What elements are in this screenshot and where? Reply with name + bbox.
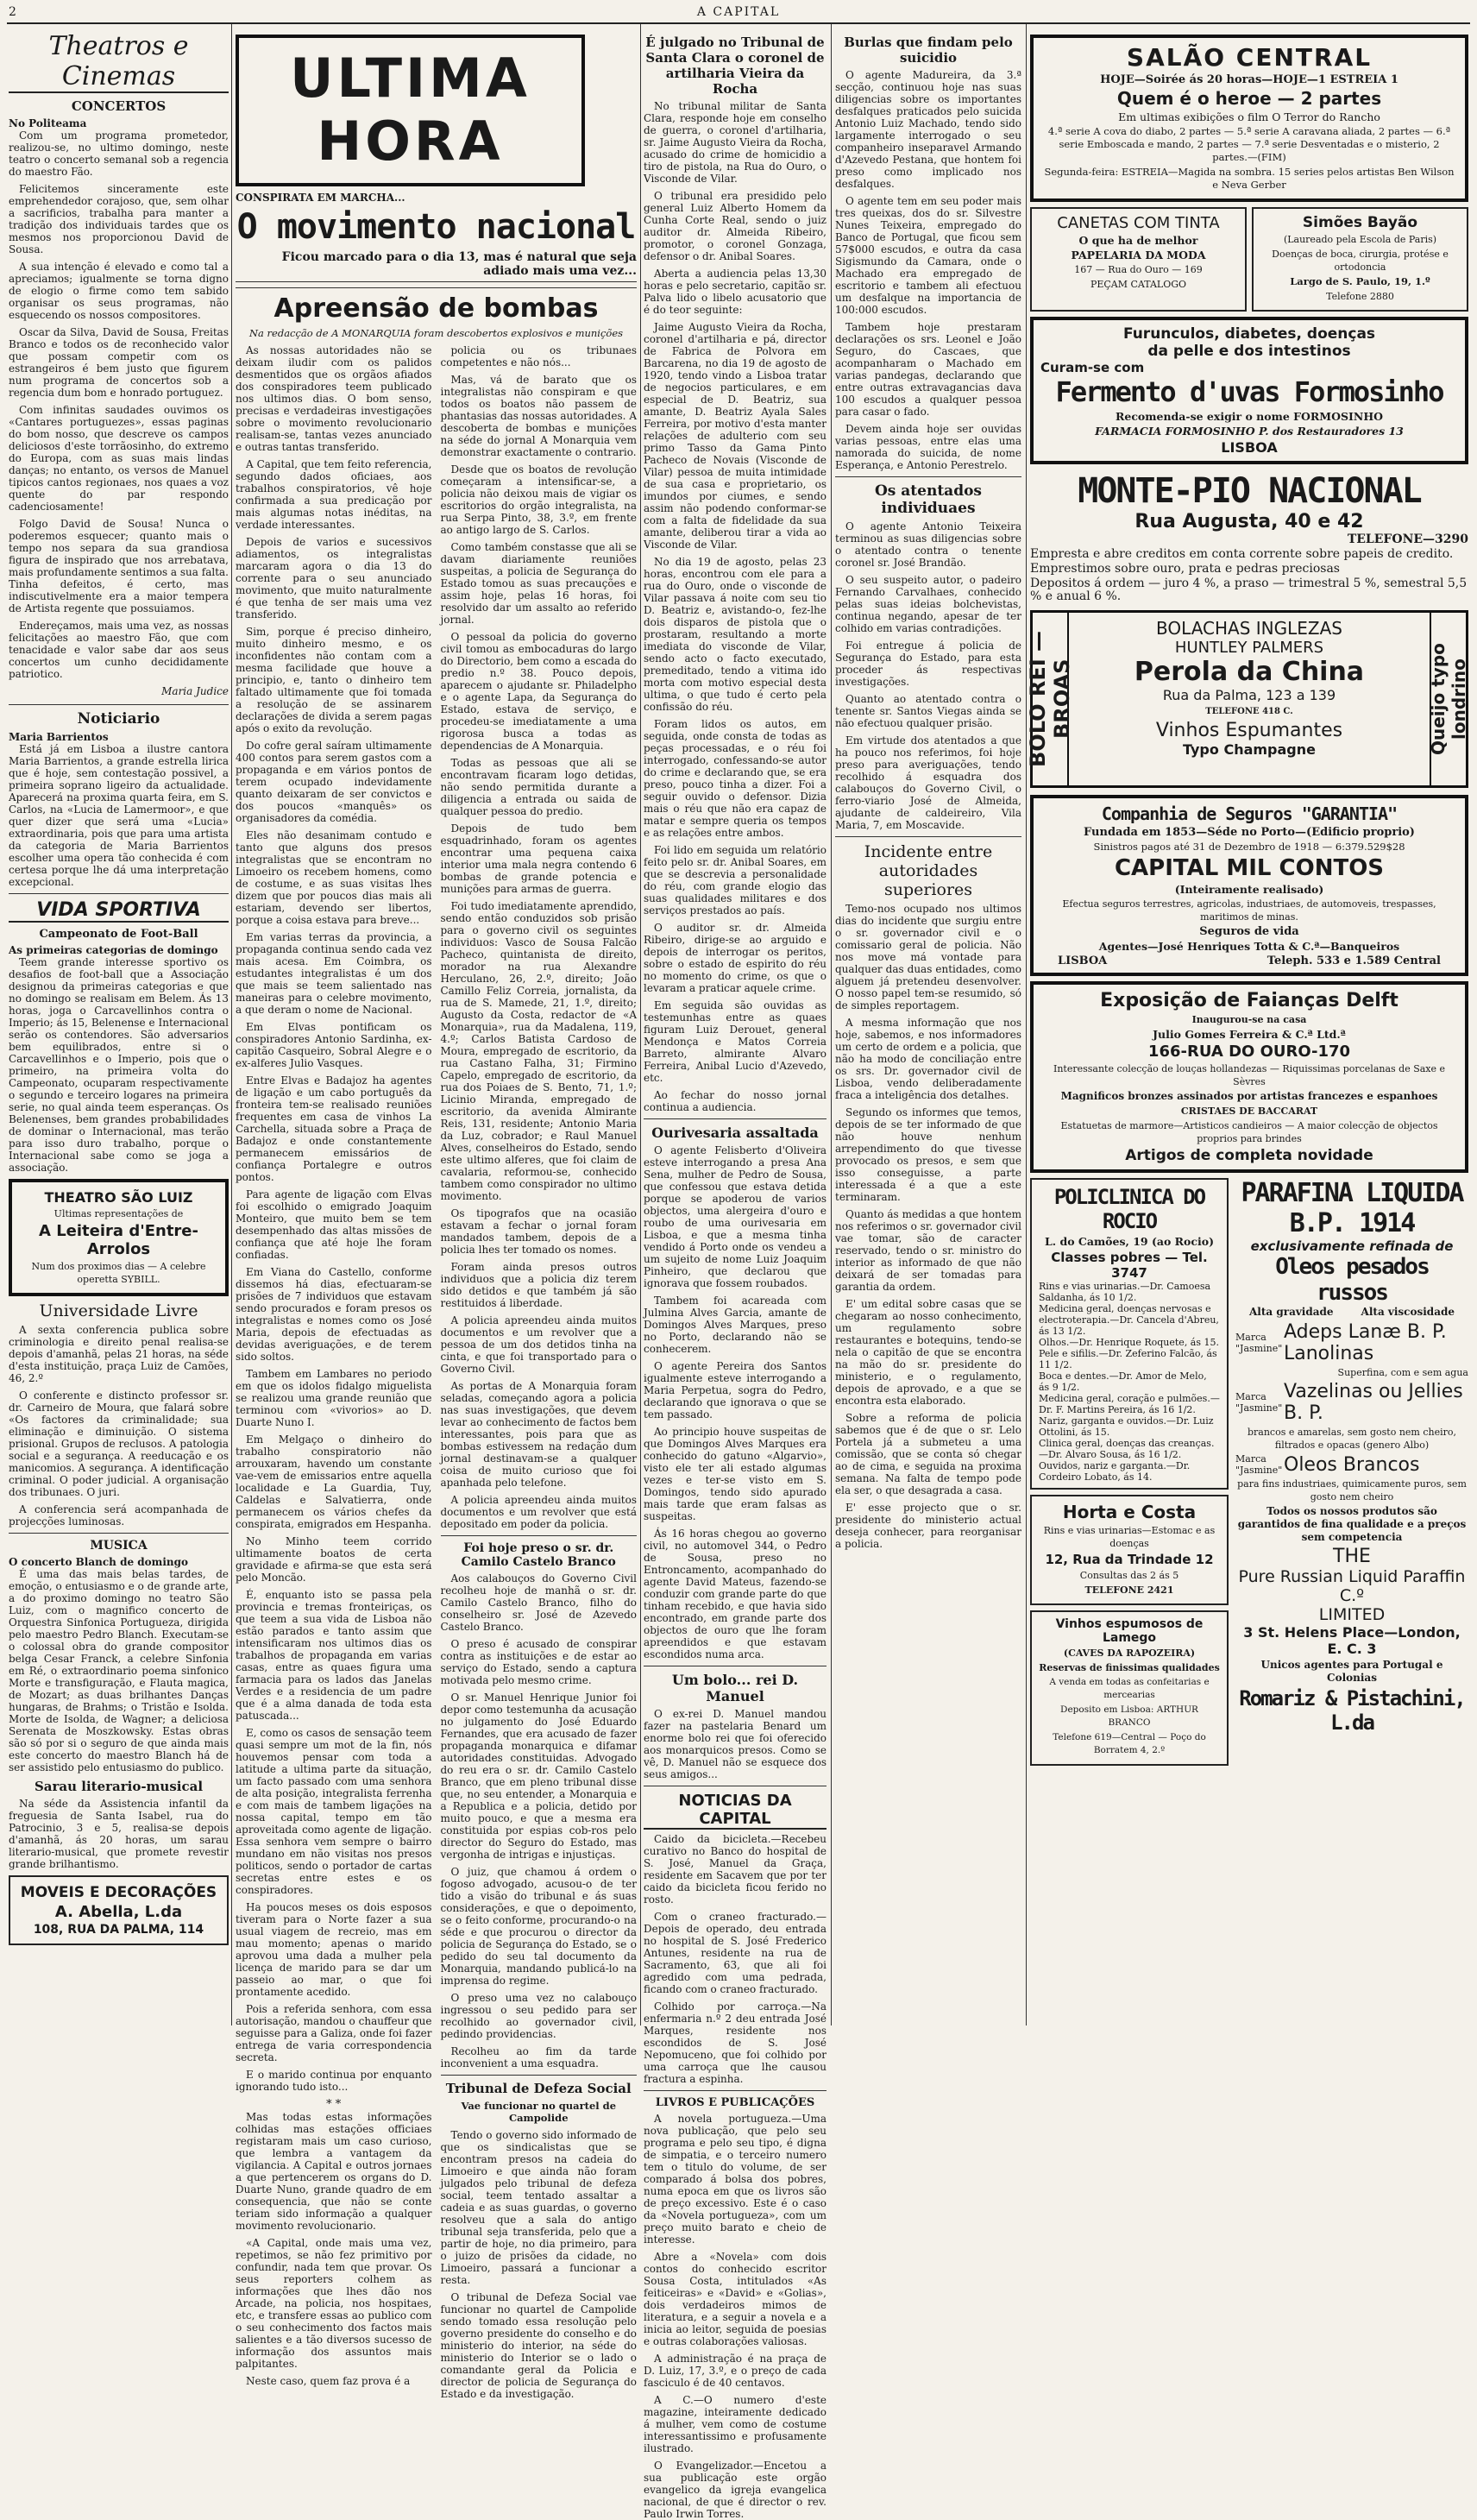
paragraph: Abre a «Novela» com dois contos do conhecido escritor Sousa Costa, intitulados «As feiticeiras» e «David» e «Golias», dois verdadeiros mimos de literatura, e a seguir a novela e a inicia ao leitor, seguida de poesias e outras colaborações valiosas. [644, 2251, 826, 2347]
horta-address: 12, Rua da Trindade 12 [1045, 1552, 1214, 1567]
paragraph: Sobre a reforma de policia sabemos que é de que o sr. Lelo Portela já a submeteu a uma comissão, que se conta só chegar ao de cima, e seguida na proxima semana. Na falta de tempo pode ela ser, o que desagrada a casa. [835, 1412, 1021, 1496]
paragraph: Aberta a audiencia pelas 13,30 horas e pelo secretario, capitão sr. Palva lido o libelo acusatorio que é do teor seguinte: [644, 268, 826, 316]
paragraph: Mas todas estas informações colhidas mas estações officiaes registaram mais um caso curioso, que lembra a vantagem da vigilancia. A Capital e outros jornaes a que pertencerem os organs do D. Duarte Nuno, grande quadro de em consequencia, que não se conte teriam sido informação a qualquer movimento revolucionario. [236, 2111, 432, 2232]
bolachas-line1: BOLACHAS INGLEZAS [1156, 618, 1342, 639]
perola-main [1069, 613, 1430, 785]
fermento-line4: Recomenda-se exigir o nome FORMOSINHO [1115, 410, 1384, 423]
paragraph: O tribunal de Defeza Social vae funcionar no quartel de Campolide sendo tomado essa resolução pelo governo presidente do conselho e do ministerio do interior, na séde do ministerio do Interior se o lado o comandante geral da Policia e director de policia de Segurança do Estado e da investigação. [440, 2291, 637, 2400]
paragraph: A mesma informação que nos hoje, sabemos, e nos informadores um certo de ordem e a policia, que não ha modo de conciliação entre os srs. Dr. governador civil de Lisboa, vendo deliberadamente fraca a inteligência dos detalhes. [835, 1017, 1021, 1101]
sarau-heading: Sarau literario-musical [34, 1779, 204, 1794]
horta-line2: Consultas das 2 ás 5 [1079, 1570, 1179, 1581]
paragraph: O agente Antonio Teixeira terminou as suas diligencias sobre o atentado contra o tenente coronel sr. José Brandão. [835, 520, 1021, 569]
top-rule [7, 22, 1470, 24]
parafina-adeps: Adeps Lanæ B. P. Lanolinas [1284, 1321, 1447, 1364]
simoes-line1: (Laureado pela Escola de Paris) [1283, 234, 1437, 245]
garantia-line2: Sinistros pagos até 31 de Dezembro de 1918 — 6:379.529$28 [1093, 841, 1405, 853]
simoes-title: Simões Bayão [1302, 214, 1418, 231]
paragraph: Depois de varios e sucessivos adiamentos, os integralistas marcaram agora o dia 13 do corrente para o seu anunciado movimento, que muito naturalmente é que tenha de ser mais uma vez transferido. [236, 536, 432, 621]
paragraph: Em Elvas pontificam os conspiradores Antonio Sardinha, ex-capitão Casqueiro, Sobral Alegre e o ex-alferes Julio Vasques. [236, 1021, 432, 1069]
moveis-title: MOVEIS E DECORAÇÕES [20, 1884, 217, 1901]
paragraph: Devem ainda hoje ser ouvidas varias pessoas, entre elas uma namorada do suicida, de nome Esperança, e Antonio Perestrelo. [835, 423, 1021, 471]
paragraph: Pois a referida senhora, com essa autorisação, mandou o chauffeur que seguisse para a Galiza, onde foi fazer entrega de varia correspondencia secreta. [236, 2003, 432, 2063]
lamego-line3: A venda em todas as confeitarias e mercearias [1049, 1677, 1210, 1700]
paragraph: O seu suspeito autor, o padeiro Fernando Carvalhaes, conhecido pelas suas ideias bolchevistas, continua negando, apesar de ter colhido em varias contradições. [835, 574, 1021, 634]
parafina-row [1235, 1381, 1468, 1424]
paragraph: Neste caso, quem faz prova é a [246, 2375, 411, 2387]
small-ads-row [1030, 207, 1468, 312]
paragraph: A conferencia será acompanhada de projecções luminosas. [9, 1503, 229, 1528]
paragraph: O agente Felisberto d'Oliveira esteve interrogando a presa Ana Sena, mulher de Pedro de Sousa, que confessou que estava detida porque se apoderou de varios objectos, uma alergeira d'ouro e roubo de uma ourivesaria em Lisboa, e que a mesma tinha vendido á Porto onde os vendeu a um sujeito de nome Luiz Joaquim Pinheiro, que declarou que ignorava que fossem roubados. [644, 1144, 826, 1289]
policlinica-phone: Classes pobres — Tel. 3747 [1051, 1250, 1208, 1281]
canetas-ad [1030, 207, 1247, 312]
fermento-ad [1030, 317, 1468, 464]
garantia-line6: Agentes—José Henriques Totta & C.ª—Banqueiros [1098, 940, 1400, 953]
divider [835, 836, 1021, 837]
divider [441, 2075, 638, 2076]
paragraph: As nossas autoridades não se deixam iludir com os palidos desmentidos que os orgãos afiados dos conspiradores teem publicado nos ultimos dias. O bom senso, precisas e verdadeiras investigações sobre o movimento revolucionario realisam-se, tantas vezes anunciado e outras tantas transferido. [236, 344, 432, 453]
perola-da-china-ad [1026, 610, 1469, 788]
policlinica-ad [1030, 1178, 1229, 1490]
fermento-title: Fermento d'uvas Formosinho [1055, 375, 1443, 408]
salao-line3: 4.ª serie A cova do diabo, 2 partes — 5.ª serie A caravana aliada, 2 partes — 6.ª serie Emboscada e mando, 2 partes — 7.ª serie Desventadas e o misterio, 2 partes.—(FIM) [1047, 125, 1451, 163]
defesa-headline: Tribunal de Defeza Social [445, 2081, 632, 2096]
garantia-line1: Fundada em 1853—Séde no Porto—(Edificio proprio) [1084, 826, 1415, 839]
column-rule [831, 24, 832, 2025]
divider [644, 1118, 826, 1119]
column-rule [640, 24, 641, 2025]
paragraph: Oscar da Silva, David de Sousa, Freitas Branco e todos os de reconhecido valor que possam competir com os estrangeiros é bem justo que figurem num programa de concertos sob a regencia dum bom e honrado portuguez. [9, 326, 229, 399]
paragraph: Temo-nos ocupado nos ultimos dias do incidente que surgiu entre o sr. governador civil e o comissario geral de policia. Não nos move má vontade para qualquer das duas entidades, como alguem já pretendeu desenvolver. O nosso papel tem-se resumido, só de simples reportagem. [835, 903, 1021, 1011]
monte-pio-line2: Emprestimos sobre ouro, prata e pedras preciosas [1030, 562, 1340, 576]
paragraph: O sr. Manuel Henrique Junior foi depor como testemunha da acusação no julgamento do José Eduardo Fernandes, que era acusado de fazer propaganda monarquica e difamar autoridades constituidas. Advogado do reu era o sr. dr. Camilo Castelo Branco, que em pleno tribunal disse que, no seu entender, a Monarquia e a Republica e a policia, detido por muito pouco, e que a mesma era constituida por espias cob-ros pelo director do Seguro do Estado, mas vergonha de intrigas e injustiças. [440, 1692, 637, 1861]
divider [9, 704, 229, 705]
parafina-oleos: Oleos pesados russos [1275, 1254, 1429, 1306]
paragraph: policia ou os tribunaes competentes e não nós... [440, 344, 637, 369]
monte-pio-ad [1030, 471, 1468, 603]
defesa-subhead: Vae funcionar no quartel de Campolide [461, 2100, 617, 2124]
parafina-viscosity: Alta viscosidade [1361, 1306, 1455, 1318]
conspiracy-kicker: CONSPIRATA EM MARCHA... [236, 192, 405, 204]
simoes-line2: Doenças de boca, cirurgia, protése e ortodoncia [1272, 249, 1449, 273]
paragraph: Foi tudo imediatamente aprendido, sendo então conduzidos sob prisão para o governo civil os seguintes individuos: Vasco de Sousa Falcão Pacheco, quintanista de direito, morador na rua Alexandre Herculano, 26, 2.º, direito; João Camillo Feliz Correia, jornalista, da rua de S. Mamede, 21, 1.º, direito; Augusto da Costa, redactor de «A Monarquia», rua da Madalena, 119, 4.º; Carlos Batista Cardoso de Moura, empregado de escritorio, da rua Castano Falha, 31; Firmino Capelo, empregado de escritorio, da rua dos Poiaes de S. Bento, 71, 1.º; Licinio Miranda, empregado de escritorio, da avenida Almirante Reis, 131, residente; Antonio Maria da Luz, cobrador; e Raul Manuel Alves, conselheiros do Estado, sendo este ultimo alferes, que foi claim de cavalaria, reformou-se, conhecido tambem como conspirador no ultimo movimento. [440, 900, 637, 1202]
paragraph: Como também constasse que ali se davam diariamente reuniões suspeitas, a policia de Segurança do Estado tomou as suas precauções e assim hoje, pelas 16 horas, foi resolvido dar um assalto ao referido jornal. [440, 541, 637, 626]
paragraph: E, como os casos de sensação teem quasi sempre um mot de la fin, nós houvemos pensar com toda a latitude a ultima parte da situação, um facto passado com uma senhora de alta posição, integralista ferrenha e com mais de tambem ligações na nossa capital, tempo em tão aproveitada como agente de ligação. Essa senhora vem sempre o bairro mundano em não visitas nos presos politicos, sendo o portador de cartas secretas entre estes e os conspiradores. [236, 1727, 432, 1896]
parafina-ad [1235, 1178, 1468, 1766]
parafina-brancos: Oleos Brancos [1284, 1453, 1420, 1476]
paragraph: A policia apreendeu ainda muitos documentos e um revolver que a pessoa de um dos detidos tinha na cinta, e que foi transportado para o Governo Civil. [440, 1314, 637, 1375]
policlinica-title: POLICLINICA DO ROCIO [1053, 1185, 1205, 1233]
fermento-line3: Curam-se com [1040, 360, 1145, 375]
paragraph: É uma das mais belas tardes, de emoção, o entusiasmo e o de grande arte, a do proximo domingo no teatro São Luiz, com o magnifico concerto de Orquestra Sinfonica Portugueza, dirigida pelo maestro Pedro Blanch. Executam-se o colossal obra do grande compositor belga Cesar Franck, a celebre Sinfonia em Ré, o extraordinario poema sinfonico Morte e transfiguração, e Flauta magica, de Mozart; as duas brilhantes Danças hungaras, de Brahms; o Tristão e Isolda. Morte de Isolda, de Wagner; a deliciosa Serenata de Moszkowsky. Estas obras são só por si o seguro de que ainda mais este concerto do maestro Blanch há de ser assistido pelo entusiasmo do publico. [9, 1568, 229, 1773]
canetas-line2: PAPELARIA DA MODA [1071, 249, 1206, 261]
running-head [0, 5, 1477, 19]
paragraph: Tambem em Lambares no periodo em que os idolos fidalgo miguelista se realizou uma grande reunião que terminou com «vivorios» ao D. Duarte Nuno I. [236, 1368, 432, 1428]
paragraph: Endereçamos, mais uma vez, as nossas felicitações ao maestro Fão, que com tenacidade e valor sabe dar aos seus concertos um cunho decididamente patriotico. [9, 620, 229, 680]
sao-luiz-play: A Leiteira d'Entre-Arrolos [39, 1222, 198, 1258]
column-rule [1026, 24, 1027, 2025]
paragraph: As portas de A Monarquia foram seladas, começando agora a policia nas suas investigações, que devem levar ao conhecimento de factos bem interessantes, pois para que as bombas estivessem na redação dum jornal destinavam-se a qualquer coisa de muito curioso que foi apanhada pelo telefone. [440, 1380, 637, 1489]
paragraph: A Capital, que tem feito referencia, segundo dados oficiaes, aos trabalhos conspiratorios, vê hoje confirmada a sua predicação por mais algumas notas inéditas, na verdade interessantes. [236, 458, 432, 531]
champagne-line: Typo Champagne [1182, 741, 1316, 758]
policlinica-item: Medicina geral, doenças nervosas e electroterapia.—Dr. Cancela d'Abreu, ás 13 1/2. [1039, 1303, 1219, 1337]
paragraph: O juiz, que chamou á ordem o fogoso advogado, acusou-o de ter tido a visão do tribunal e ás suas considerações, e que o depoimento, se o feito conforme, procurando-o na séde e que procurou o director da policia de Segurança do Estado, se o pedido do seu tal documento da Monarquia, mandando publicá-lo na imprensa do regime. [440, 1866, 637, 1987]
delft-line6: CRISTAES DE BACCARAT [1180, 1106, 1318, 1117]
parafina-the: THE [1333, 1546, 1371, 1567]
garantia-footer [1040, 954, 1458, 967]
parafina-agents-note: Unicos agentes para Portugal e Colonias [1260, 1659, 1443, 1684]
paragraph: Jaime Augusto Vieira da Rocha, coronel d'artilharia e pá, director de Fabrica de Polvora em Barcarena, no dia 19 de agosto de 1920, tendo vindo a Lisboa tratar de negocios particulares, e em especial de D. Beatriz, sua amante, D. Beatriz Ayala Sales Ferreira, por motivo d'esta manter relações de adulterio com seu primo Tasso da Gama Pinto Pacheco de Novais (Visconde de Vilar) pessoa de muita intimidade de sua casa e proprietario, os imundos por ciumes, e sendo assim não podendo conformar-se com a falta de fidelidade da sua amante, deliberou tirar a vida ao Visconde de Vilar. [644, 321, 826, 551]
column-rule [231, 24, 232, 2025]
parafina-row [1235, 1321, 1468, 1364]
delft-line7: Estatuetas de marmore—Artisticos candieiros — A maior colecção de objectos proprios para brindes [1060, 1120, 1438, 1144]
bolachas-line2: HUNTLEY PALMERS [1174, 639, 1324, 657]
incidente-headline: Incidente entre autoridades superiores [864, 842, 993, 899]
parafina-limited: LIMITED [1318, 1605, 1386, 1624]
garantia-line3: (Inteiramente realisado) [1174, 883, 1324, 896]
policlinica-address: L. do Camões, 19 (ao Rocio) [1044, 1235, 1214, 1248]
parafina-branco-note: para fins industriaes, quimicamente puros, sem gosto nem cheiro [1237, 1478, 1467, 1503]
paragraph: Folgo David de Sousa! Nunca o poderemos esquecer; quanto mais o tempo nos separa da sua grandiosa figura de inspirado que nos arrebatava, mais profundamente sentimos a sua falta. Tinha defeitos, é certo, mas indiscutivelmente era a maior tempera de Artista regente que possuiamos. [9, 518, 229, 614]
perola-title: Perola da China [1134, 657, 1365, 687]
bolo-rei-label: BOLO REI — BROAS [1026, 630, 1074, 768]
page-number: 2 [9, 5, 18, 19]
sao-luiz-footer: Num dos proximos dias — A celebre operetta SYBILL. [31, 1261, 206, 1285]
paragraph: Ao principio houve suspeitas de que Domingos Alves Marques era conhecido do gatuno «Algarvio», visto ele ter ali estado algumas vezes e ter-se visto em S. Domingos, tendo sido apurado mais tarde que eram falsas as suspeitas. [644, 1426, 826, 1522]
canetas-title: CANETAS COM TINTA [1057, 214, 1220, 232]
atentados-headline: Os atentados individuaes [874, 482, 982, 517]
simoes-line3: Largo de S. Paulo, 19, 1.º [1290, 275, 1430, 287]
paragraph: Sim, porque é preciso dinheiro, muito dinheiro mesmo, e os inconfidentes não contam com a mesma facilidade que houve a principio, e, tanto o dinheiro tem faltado ultimamente que foi tomada a resolução de se assinarem declarações de divida a serem pagas após o exito da revolução. [236, 626, 432, 734]
garantia-city: LISBOA [1058, 954, 1108, 967]
paragraph: Em virtude dos atentados a que ha pouco nos referimos, foi hoje preso para averiguações, tendo recolhido á esquadra dos calabouços do Governo Civil, o ferro-viario José de Almeida, ajudante de caldeireiro, Vila Maria, 7, em Moscavide. [835, 734, 1021, 831]
garantia-title: Companhia de Seguros "GARANTIA" [1101, 803, 1398, 824]
lamego-line1: (CAVES DA RAPOZEIRA) [1063, 1647, 1196, 1659]
paragraph: Tendo o governo sido informado de que os sindicalistas que se encontram presos na cadeia do Limoeiro e que ainda não foram julgados pelo tribunal de defeza social, teem tentado assaltar a cadeia e as suas guardas, o governo resolveu que a sala do antigo tribunal seja transferida, pelo que a partir de hoje, no dia primeiro, para o juizo de prisões da cidade, no Limoeiro, passará a funcionar a resta. [440, 2129, 637, 2286]
paragraph: Com um programa prometedor, realizou-se, no ultimo domingo, neste teatro o concerto semanal sob a regencia do maestro Fão. [9, 129, 229, 178]
parafina-vaz-note: brancos e amarelas, sem gosto nem cheiro, filtrados e opacas (genero Albo) [1247, 1427, 1456, 1451]
garantia-phone: Teleph. 533 e 1.589 Central [1266, 954, 1441, 967]
masthead [236, 35, 585, 186]
paragraph: Foram ainda presos outros individuos que a policia diz terem sido detidos e que também já são restituidos á liberdade. [440, 1261, 637, 1309]
section-stars: * * [326, 2098, 342, 2111]
policlinica-item: Medicina geral, coração e pulmões.—Dr. F. Martins Pereira, ás 16 1/2. [1039, 1393, 1220, 1415]
paragraph: O pessoal da policia do governo civil tomou as embocaduras do largo do Directorio, bem como a escada do predio n.º 38. Pouco depois, aparecem o ajudante sr. Philadelpho e o agente Lapa, da Segurança do Estado, estava de serviço, e procedeu-se imediatamente a uma rigorosa busca a todas as dependencias de A Monarquia. [440, 631, 637, 752]
policlinica-item: Boca e dentes.—Dr. Amor de Melo, ás 9 1/2. [1039, 1370, 1207, 1393]
paragraph: «A Capital, onde mais uma vez, repetimos, se não fez primitivo por confundir, nada tem que provar. Os seus reporters colhem as informações que lhes dão nos Arcade, na policia, nos hospitaes, etc, e transfere essas ao publico com o seu conhecimento dos factos mais salientes e a tão diversos sucesso de informação dos assuntos mais palpitantes. [236, 2237, 432, 2370]
simoes-line4: Telefone 2880 [1326, 291, 1394, 302]
lamego-line4: Deposito em Lisboa: ARTHUR BRANCO [1060, 1704, 1198, 1728]
delft-ad [1030, 981, 1468, 1173]
paragraph: Teem grande interesse sportivo os desafios de foot-ball que a Associação designou da primeiras categorias e que no domingo se realisam em Belem. Ás 13 horas, joga o Carcavellinhos contra o Imperio; ás 15, Belenense e Internacional serão os contendores. São adversarios bem equilibrados, entre si o Carcavellinhos e o Imperio, pois que o primeiro, na primeira volta do Campeonato, ocuparam respectivamente o segundo e terceiro logares na primeira serie, no qual ainda teem esperanças. Os Belenenses, bem grandes probabilidades de dominar o Internacional, mas terão para isso duro trabalho, porque o Internacional sabe como se joga a associação. [9, 956, 229, 1174]
bolo-rei-side [1026, 613, 1074, 785]
parafina-guarantee: Todos os nossos produtos são garantidos de fina qualidade e a preços sem competencia [1237, 1505, 1467, 1543]
paragraph: Para agente de ligação com Elvas foi escolhido o emigrado Joaquim Monteiro, que muito bem se tem desempenhado das altas missões de confiança que até hoje lhe foram confiadas. [236, 1188, 432, 1261]
paragraph: Desde que os boatos de revolução começaram a intensificar-se, a policia não deixou mais de vigiar os escritorios do orgão integralista, na rua Serpa Pinto, 38, 3.º, em frente ao antigo largo de S. Carlos. [440, 463, 637, 536]
queijo-label: Queijo typo londrino [1428, 643, 1469, 755]
universidade-heading: Universidade Livre [39, 1301, 198, 1320]
salao-title: SALÃO CENTRAL [1126, 43, 1373, 72]
horta-title: Horta e Costa [1062, 1502, 1197, 1522]
salao-line1: HOJE—Soirée ás 20 horas—HOJE—1 ESTREIA 1 [1100, 73, 1398, 86]
policlinica-list [1039, 1281, 1220, 1483]
perola-phone: TELEFONE 418 C. [1205, 707, 1293, 716]
paragraph: Com o craneo fracturado.—Depois de operado, deu entrada no hospital de S. José Frederico Antunes, residente na rua de Sacramento, 63, que ali foi agredido com uma pedrada, ficando com o craneo fracturado. [644, 1911, 826, 1995]
lamego-line5: Telefone 619—Central — Poço do Borratem 4, 2.º [1053, 1732, 1206, 1755]
paragraph: Ás 16 horas chegou ao governo civil, no automovel 344, o Pedro de Sousa, preso no Entroncamento, acompanhado do agente David Mateus, fazendo-se conduzir com grande parte do que tinham recebido, e que havia sido encontrado, em grande parte dos objectos de ouro que lhe foram apreendidos e que estavam escondidos numa arca. [644, 1528, 826, 1660]
queijo-side [1428, 613, 1469, 785]
author-signature: Maria Judice [161, 685, 229, 697]
musica-label: O concerto Blanch de domingo [9, 1556, 189, 1568]
paragraph: Segundo os informes que temos, depois de se ter informado de que não houve nenhum arrependimento do que tivesse provocado os presos, e sem que isso conseguisse, a parte interessada é a que a este terminaram. [835, 1106, 1021, 1203]
paragraph: A sexta conferencia publica sobre criminologia e direito penal realisa-se depois d'amanhã, pelas 21 horas, na séde d'esta instituição, praça Luiz de Camões, 46, 2.º [9, 1324, 229, 1384]
monte-pio-address: Rua Augusta, 40 e 42 [1134, 511, 1364, 532]
paragraph: Mas, vá de barato que os integralistas não conspiram e que todos os boatos não passem de phantasias das nossas autoridades. A descoberta de bombas e munições na séde do jornal A Monarquia vem demonstrar exactamente o contrario. [440, 374, 637, 458]
column-5-adverts [1026, 29, 1469, 2024]
sao-luiz-title: THEATRO SÃO LUIZ [44, 1189, 193, 1206]
paragraph: Tambem hoje prestaram declarações os srs. Leonel e João Seguro, do Cascaes, que acompanharam o Machado em varias pandegas, declarando que entre outras extravagancias dava 100 escudos a qualquer pessoa para casar o fado. [835, 321, 1021, 418]
canetas-line4: PEÇAM CATALOGO [1090, 279, 1187, 290]
delft-line5: Magnificos bronzes assinados por artistas francezes e espanhoes [1060, 1090, 1438, 1102]
theatros-heading: Theatros e Cinemas [9, 31, 229, 93]
paragraph: Os tipografos que na ocasião estavam a fechar o jornal foram mandados tambem, depois de a policia lhes ter tomado os nomes. [440, 1207, 637, 1256]
paragraph: Tambem foi acareada com Julmina Alves Garcia, amante de Domingos Alves Marques, preso no Porto, declarando não se conhecerem. [644, 1295, 826, 1355]
parafina-brand: Marca "Jasmine" [1235, 1453, 1283, 1476]
paragraph: O agente tem em seu poder mais tres queixas, dos do sr. Silvestre Nunes Teixeira, empregado do Banco de Portugal, que ficou sem 57$000 escudos, e outra da casa Sigismundo da Camara, onde o Machado era empregado de escritorio e tambem ali efectuou um desfalque na importancia de 100:000 escudos. [835, 195, 1021, 316]
horta-line1: Rins e vias urinarias—Estomac e as doenças [1043, 1525, 1216, 1549]
paragraph: Do cofre geral saíram ultimamente 400 contos para serem gastos com a propaganda e em vários pontos de terem ocupado indevidamente quanto deixaram de ser convictos e dos poucos «manquês» os organisadores da comédia. [236, 740, 432, 824]
paragraph: O preso é acusado de conspirar contra as instituições e de estar ao serviço do Estado, sendo a captura motivada pelo mesmo crime. [440, 1638, 637, 1686]
noticiario-label: Maria Barrientos [9, 731, 109, 743]
vida-sportiva-sub: Campeonato de Foot-Ball [39, 928, 198, 941]
paragraph: No dia 19 de agosto, pelas 23 horas, encontrou com ele para a rua do Ouro, onde o visconde de Vilar passava á noite com seu tio D. Beatriz e, avistando-o, fez-lhe dois disparos de pistola que o prostaram, resultando a morte imediata do visconde de Vilar, sendo acto o facto executado, premeditado, tendo a vitima ido morta com motivo especial desta ultima, o que tudo é certo pela confissão do réu. [644, 556, 826, 713]
musica-heading: MUSICA [90, 1539, 148, 1553]
parafina-vazelinas: Vazelinas ou Jellies B. P. [1284, 1381, 1463, 1424]
paragraph: Em Melgaço o dinheiro do trabalho conspiratorio não arrouxaram, havendo um constante vae-vem de emissarios entre aquella localidade e La Guardia, Tuy, Caldelas e Salvatierra, onde permanecem os vários chefes da conspirata, emigrados em Hespanha. [236, 1433, 432, 1530]
fermento-line6: LISBOA [1221, 439, 1278, 456]
paragraph: Felicitemos sinceramente este emprehendedor corajoso, que, sem olhar a sacrificios, trabalha para manter a tradição dos individuais tardes que os mesmos nos proporcionou David de Sousa. [9, 183, 229, 255]
fermento-line2: da pelle e dos intestinos [1147, 343, 1351, 360]
lamego-title: Vinhos espumosos de Lamego [1055, 1617, 1204, 1645]
paragraph: E o marido continua por enquanto ignorando tudo isto... [236, 2069, 432, 2093]
garantia-line4: Efectua seguros terrestres, agricolas, industriaes, de automoveis, trespasses, maritimos de minas. [1062, 898, 1436, 923]
paragraph: Eles não desanimam contudo e tanto que alguns dos presos integralistas que se encontram no Limoeiro os recebem homens, como de costume, e as suas visitas lhes dizem que por poucos dias mais ali estariam, devendo ser libertos, porque a coisa estava para breve... [236, 829, 432, 926]
moveis-address: 108, RUA DA PALMA, 114 [33, 1923, 204, 1937]
paragraph: A policia apreendeu ainda muitos documentos e um revolver que está depositado em poder da policia. [440, 1494, 637, 1530]
paragraph: A novela portugueza.—Uma nova publicação, que pelo seu programa e pelo seu tipo, é digna de simpatia, e o terceiro numero tem o titulo do volume, de ser comparado á bolsa dos pobres, numa epoca em que os livros são de preço excessivo. Este é o caso da «Novela portugueza», com um preço muito barato e cheio de interesse. [644, 2113, 826, 2246]
paragraph: O conferente e distincto professor sr. dr. Carneiro de Moura, que falará sobre «Os factores da criminalidade; sua eliminação e diminuição. O sistema prisional. Grupos de reclusos. A patologia social e a segurança. A reeducação e os manicomios. A segurança. A identificação criminal. O poder judicial. A organisação dos tribunaes. O juri. [9, 1389, 229, 1498]
bottom-left-ads [1030, 1178, 1229, 1766]
paragraph: Em varias terras da provincia, a propaganda continua sendo cada vez mais acesa. Em Coimbra, os estudantes integralistas é um dos que mais se teem salientado nas maneiras para o celebre movimento, a que deram o nome de Nacional. [236, 931, 432, 1016]
fermento-line1: Furunculos, diabetes, doenças [1122, 325, 1376, 343]
tribunal-headline: É julgado no Tribunal de Santa Clara o coronel de artilharia Vieira da Rocha [645, 35, 825, 97]
paragraph: Quanto ás medidas a que hontem nos referimos o sr. governador civil vae tomar, são de caracter reservado, tendo o sr. ministro do interior as informado de que não deixará de ser tomadas para garantia da ordem. [835, 1208, 1021, 1293]
paragraph: É, enquanto isto se passa pela provincia e tremas fronteiriças, os que teem a sua vida de Lisboa não estão parados e tanto assim que intensificaram nos ultimos dias os trabalhos de propaganda em varias casas, entre as quaes figura uma farmacia para os lados das Janelas Verdes e a residencia de um padre que é a alma danada de toda esta patuscada... [236, 1589, 432, 1722]
bottom-ads [1030, 1178, 1468, 1766]
garantia-ad [1030, 795, 1468, 976]
paragraph: Recolheu ao fim da tarde inconvenient a uma esquadra. [440, 2045, 637, 2070]
monte-pio-phone: TELEFONE—3290 [1347, 532, 1468, 546]
movement-headline: O movimento nacional [236, 207, 636, 247]
perola-address: Rua da Palma, 123 a 139 [1162, 687, 1336, 703]
horta-costa-ad [1030, 1495, 1229, 1605]
lamego-ad [1030, 1610, 1229, 1766]
sao-luiz-sub: Ultimas representações de [53, 1208, 184, 1219]
delft-line1: Inaugurou-se na casa [1191, 1014, 1307, 1025]
vida-label: As primeiras categorias de domingo [9, 944, 218, 956]
burlas-headline: Burlas que findam pelo suicidio [844, 35, 1013, 66]
moveis-ad [9, 1875, 229, 1945]
parafina-grades [1235, 1306, 1468, 1318]
policlinica-item: Nariz, garganta e ouvidos.—Dr. Luiz Ottolini, ás 15. [1039, 1415, 1214, 1438]
ourivesaria-headline: Ourivesaria assaltada [651, 1125, 819, 1141]
bombs-left-col [236, 344, 432, 2405]
divider [9, 893, 229, 894]
paragraph: O auditor sr. dr. Almeida Ribeiro, dirige-se ao arguido e depois de interrogar os peritos, sobre o estado de espirito do réu no momento do crime, os que o levaram a praticar aquele crime. [644, 922, 826, 994]
divider [441, 1535, 638, 1536]
paragraph: O agente Pereira dos Santos igualmente esteve interrogando a Maria Perpetua, sogra do Pedro, declarando que ignorava o que se tem passado. [644, 1360, 826, 1421]
paragraph: E' esse projecto que o sr. presidente do ministerio actual deseja conhecer, para reorganisar a policia. [835, 1502, 1021, 1550]
column-3 [644, 29, 826, 2520]
delft-line2: Julio Gomes Ferreira & C.ª Ltd.ª [1153, 1028, 1346, 1041]
paragraph: Está já em Lisboa a ilustre cantora Maria Barrientos, a grande estrella lirica que é hoje, sem contestação possivel, a primeira soprano ligeiro da actualidade. Aparecerá na proxima quarta feira, em S. Carlos, na «Lucia de Lamermoor», e que quer dizer que será uma «Lucia» extraordinaria, pois que para uma artista da categoria de Maria Barrientos escolher uma opera tão conhecida é com certesa porque lhe dá uma interpretação excepcional. [9, 743, 229, 888]
garantia-line5: Seguros de vida [1199, 925, 1299, 938]
paragraph: O agente Madureira, da 3.ª secção, continuou hoje nas suas diligencias sobre os importantes desfalques praticados pelo suicida Antonio Luiz Machado, tendo sido largamente interrogado o seu companheiro inseparavel Armando d'Azevedo Pestana, que hontem foi preso como implicado nos desfalques. [835, 69, 1021, 190]
lamego-line2: Reservas de finissimas qualidades [1039, 1662, 1220, 1673]
noticias-heading: NOTICIAS DA CAPITAL [644, 1792, 826, 1830]
fermento-line5: FARMACIA FORMOSINHO P. dos Restauradores 13 [1095, 425, 1404, 438]
paragraph: Colhido por carroça.—Na enfermaria n.º 2 deu entrada José Marques, residente nos escondidos de S. José Nepomuceno, que foi colhido por uma carroça que lhe causou fractura a espinha. [644, 2000, 826, 2085]
paragraph: A administração é na praça de D. Luiz, 17, 3.º, e o preço de cada fasciculo é de 40 centavos. [644, 2353, 826, 2389]
policlinica-item: Pele e sifilis.—Dr. Zeferino Falcão, ás 11 1/2. [1039, 1348, 1217, 1370]
salao-feature: Quem é o heroe — 2 partes [1116, 88, 1382, 109]
delft-line3: 166-RUA DO OURO-170 [1147, 1043, 1351, 1061]
running-head-title: A CAPITAL [696, 5, 781, 19]
divider [9, 1533, 229, 1534]
delft-line8: Artigos de completa novidade [1125, 1147, 1373, 1164]
paragraph: Entre Elvas e Badajoz ha agentes de ligação e um cabo português da fronteira tem-se realisado reuniões frequentes em casa de vinhos La Carchella, situada sobre a Praça de Badajoz e onde constantemente permanecem emissários de confiança Portalegre e outros pontos. [236, 1074, 432, 1183]
paragraph: Foi entregue á policia de Segurança do Estado, para esta proceder ás respectivas investigações. [835, 639, 1021, 688]
horta-phone: TELEFONE 2421 [1084, 1584, 1174, 1596]
policlinica-item: Olhos.—Dr. Henrique Roquete, ás 15. [1039, 1337, 1219, 1348]
bombs-article [236, 344, 637, 2405]
parafina-adeps-note: Superfina, com e sem agua [1337, 1367, 1468, 1378]
divider [236, 287, 637, 288]
garantia-capital: CAPITAL MIL CONTOS [1114, 855, 1385, 881]
movement-subhead: Ficou marcado para o dia 13, mas é natural que seja adiado mais uma vez... [236, 250, 637, 282]
paragraph: Caido da bicicleta.—Recebeu curativo no Banco do hospital de S. José, Manuel da Graça, residente em Sacavem que por ter caido da bicicleta ficou ferido no rosto. [644, 1833, 826, 1906]
paragraph: Na séde da Assistencia infantil da freguesia de Santa Isabel, rua do Patrocinio, 3 e 5, realisa-se depois d'amanhã, ás 20 horas, um sarau literario-musical, que promete revestir grande brilhantismo. [9, 1798, 229, 1870]
paragraph: A C.—O numero d'este magazine, inteiramente dedicado á mulher, vem como de costume interessantissimo e profusamente ilustrado. [644, 2394, 826, 2454]
paragraph: O Evangelizador.—Encetou a sua publicação este orgão evangelico da igreja evangelica nacional, de que é director o rev. Paulo Irwin Torres. [644, 2460, 826, 2520]
paragraph: O preso uma vez no calabouço ingressou o seu pedido para ser recolhido ao governador civil, pedindo providencias. [440, 1992, 637, 2040]
paragraph: Todas as pessoas que ali se encontravam ficaram logo detidas, não sendo permitida durante a diligencia a entrada ou saida de qualquer pessoa do predio. [440, 757, 637, 817]
paragraph: No tribunal militar de Santa Clara, responde hoje em conselho de guerra, o coronel d'artilharia, sr. Jaime Augusto Vieira da Rocha, acusado do crime de homicidio a tiro de pistola, na Rua do Ouro, o Visconde de Vilar. [644, 100, 826, 185]
parafina-address: 3 St. Helens Place—London, E. C. 3 [1243, 1624, 1461, 1657]
simoes-bayao-ad [1252, 207, 1468, 312]
salao-central-ad [1030, 35, 1468, 202]
vida-sportiva-heading: VIDA SPORTIVA [9, 899, 229, 923]
delft-title: Exposição de Faianças Delft [1100, 990, 1398, 1011]
paragraph: E' um edital sobre casas que se chegaram ao nosso conhecimento, um regulamento sobre restaurantes e botequins, tendo-se nela o capitão de que se encontra na mão do sr. presidente do ministerio, e o regulamento, depois de aprovado, e a que se encontra esta elaborado. [835, 1298, 1021, 1407]
paragraph: Ao fechar do nosso jornal continua a audiencia. [644, 1089, 826, 1113]
paragraph: Ha poucos meses os dois esposos tiveram para o Norte fazer a sua usual viagem de recreio, mas em mau momento; apenas o marido aprovou uma dada a mulher pela licença de marido para se dar um passeio ao mar, o que foi prontamente acedido. [236, 1901, 432, 1998]
policlinica-item: Rins e vias urinarias.—Dr. Camoesa Saldanha, ás 10 1/2. [1039, 1281, 1211, 1303]
column-1 [9, 29, 229, 2024]
parafina-gravity: Alta gravidade [1248, 1306, 1334, 1318]
noticiario-heading: Noticiario [77, 710, 160, 728]
bolo-headline: Um bolo... rei D. Manuel [671, 1672, 799, 1704]
politeama-label: No Politeama [9, 117, 87, 129]
paragraph: Aos calabouços do Governo Civil recolheu hoje de manhã o sr. dr. Camilo Castelo Branco, filho do conselheiro sr. José de Azevedo Castelo Branco. [440, 1572, 637, 1633]
divider [644, 2090, 826, 2091]
paragraph: Quanto ao atentado contra o tenente sr. Santos Viegas ainda se não efectuou qualquer prisão. [835, 693, 1021, 729]
paragraph: Em seguida são ouvidas as testemunhas entre as quaes figuram Luiz Derouet, general Mendonça e Matos Correia Barreto, almirante Alvaro Ferreira, Anibal Lucio d'Azevedo, etc. [644, 999, 826, 1084]
column-2 [236, 29, 637, 2400]
masthead-title: ULTIMA HORA [290, 47, 531, 173]
salao-line4: Segunda-feira: ESTREIA—Magida na sombra. 15 series pelos artistas Ben Wilson e Neva Gerber [1044, 166, 1455, 191]
parafina-title: PARAFINA LIQUIDA B.P. 1914 [1241, 1178, 1463, 1238]
policlinica-item: Clinica geral, doenças das creanças.—Dr. Alvaro Sousa, ás 16 1/2. [1039, 1438, 1215, 1460]
paragraph: Foram lidos os autos, em seguida, onde consta de todas as peças processadas, e o réu foi interrogado, confessando-se autor do crime e declarando que, se era preso, pouco tinha a dizer. Foi a seguir ouvido o defensor. Dizia mais o réu que não era capaz de matar e sempre queria os tempos e as relações entre ambos. [644, 718, 826, 839]
paragraph: O tribunal era presidido pelo general Luiz Alberto Homem da Cunha Corte Real, sendo o juiz auditor dr. Almeida Ribeiro, promotor, o coronel Gonzaga, defensor o dr. Anibal Soares. [644, 190, 826, 262]
bombs-right-col [441, 344, 638, 2405]
parafina-agents: Romariz & Pistachini, L.da [1239, 1686, 1465, 1735]
camilo-headline: Foi hoje preso o sr. dr. Camilo Castelo Branco [461, 1541, 616, 1569]
paragraph: O ex-rei D. Manuel mandou fazer na pastelaria Benard um enorme bolo rei que foi oferecido aos monarquicos presos. Como se vê, D. Manuel não se esquece dos seus amigos... [644, 1708, 826, 1780]
paragraph: Em Viana do Castello, conforme dissemos há dias, efectuaram-se prisões de 7 individuos que estavam sendo procurados e foram presos os integralistas e nomes como os José Maria, depois de efectuadas as devidas averiguações, e de terem sido soltos. [236, 1266, 432, 1363]
concertos-heading: CONCERTOS [71, 98, 167, 114]
column-4 [835, 29, 1021, 2024]
livros-heading: LIVROS E PUBLICAÇÕES [655, 2096, 815, 2109]
parafina-row [1235, 1453, 1468, 1476]
canetas-line1: O que ha de melhor [1078, 234, 1198, 247]
paragraph: Depois de tudo bem esquadrinhado, foram os agentes encontrar uma pequena caixa interior uma mala negra contendo 6 bombas de grande potencia e munições para armas de guerra. [440, 822, 637, 895]
divider [835, 476, 1021, 477]
policlinica-item: Ouvidos, nariz e garganta.—Dr. Cordeiro Lobato, ás 14. [1039, 1460, 1191, 1483]
bombs-subhead: Na redacção de A MONARQUIA foram descobertos explosivos e munições [248, 327, 624, 339]
parafina-sub: exclusivamente refinada de [1250, 1238, 1454, 1254]
monte-pio-line1: Empresta e abre creditos em conta corrente sobre papeis de credito. [1030, 547, 1454, 561]
delft-line4: Interessante colecção de louças hollandezas — Riquissimas porcelanas de Saxe e Sèvres [1053, 1063, 1446, 1087]
parafina-company: Pure Russian Liquid Paraffin C.º [1238, 1567, 1466, 1605]
parafina-brand: Marca "Jasmine" [1235, 1391, 1283, 1414]
paragraph: Com infinitas saudades ouvimos os «Cantares portuguezes», essas paginas do bom nosso, que descreve os campos deliciosos d'este torrãosinho, do extremo do Europa, com as suas mais lindas danças; no entanto, os versos de Manuel tipicos cantos regionaes, nos quaes a voz quente do par respondo cadenciosamente! [9, 404, 229, 513]
canetas-line3: 167 — Rua do Ouro — 169 [1074, 264, 1203, 275]
sao-luiz-ad [9, 1179, 229, 1296]
paragraph: Foi lido em seguida um relatório feito pelo sr. dr. Anibal Soares, em que se descrevia a personalidade do réu, com grande elogio das suas qualidades militares e dos serviços prestados ao país. [644, 844, 826, 917]
vinhos-line: Vinhos Espumantes [1155, 720, 1343, 741]
monte-pio-line3: Depositos á ordem — juro 4 %, a praso — trimestral 5 %, semestral 5,5 % e anual 6 %. [1030, 576, 1468, 603]
salao-line2: Em ultimas exibições o film O Terror do Rancho [1118, 110, 1380, 123]
paragraph: No Minho teem corrido ultimamente boatos de certa gravidade e afirma-se que esta será pelo Moncão. [236, 1535, 432, 1584]
moveis-firm: A. Abella, L.da [54, 1903, 183, 1921]
bombs-headline: Apreensão de bombas [273, 293, 599, 324]
parafina-brand: Marca "Jasmine" [1235, 1332, 1283, 1354]
monte-pio-title: MONTE-PIO NACIONAL [1078, 471, 1421, 511]
paragraph: A sua intenção é elevado e como tal a apreciamos; igualmente se torna digno de elogio o firme como tem sabido organisar os seus programas, não esquecendo os nossos compositores. [9, 261, 229, 321]
